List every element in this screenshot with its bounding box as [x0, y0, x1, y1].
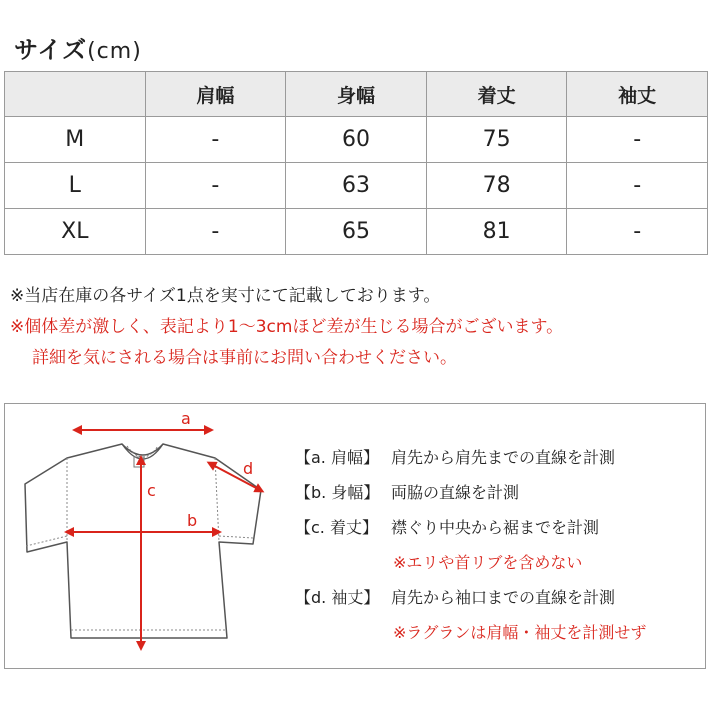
length-cell: 75 — [426, 117, 567, 163]
shoulder-cell: - — [145, 117, 286, 163]
size-cell: M — [5, 117, 146, 163]
note-line-1: ※当店在庫の各サイズ1点を実寸にて記載しております。 — [10, 286, 441, 306]
label-c: c — [147, 481, 156, 500]
length-cell: 78 — [426, 163, 567, 209]
legend-d-sub: ※ラグランは肩幅・袖丈を計測せず — [393, 623, 647, 642]
legend-a-key: 【a. 肩幅】 — [295, 448, 379, 467]
shoulder-cell: - — [145, 163, 286, 209]
legend-a-text: 肩先から肩先までの直線を計測 — [391, 448, 616, 467]
table-row — [5, 117, 708, 163]
table-row — [5, 209, 708, 255]
legend-d-key: 【d. 袖丈】 — [295, 588, 380, 607]
legend — [295, 440, 646, 650]
table-row — [5, 163, 708, 209]
sleeve-cell: - — [567, 209, 708, 255]
tshirt-outline — [25, 444, 261, 638]
title-main: サイズ — [14, 36, 88, 64]
notes — [10, 281, 563, 374]
size-table — [4, 71, 708, 255]
label-d: d — [243, 459, 254, 478]
legend-d-text: 肩先から袖口までの直線を計測 — [391, 588, 616, 607]
legend-c-key: 【c. 着丈】 — [295, 518, 378, 537]
sleeve-cell: - — [567, 163, 708, 209]
header-cell-width: 身幅 — [286, 72, 427, 117]
size-cell: XL — [5, 209, 146, 255]
legend-c-text: 襟ぐり中央から裾までを計測 — [391, 518, 600, 537]
title-unit: (cm) — [87, 39, 142, 64]
legend-b-text: 両脇の直線を計測 — [391, 483, 520, 502]
width-cell: 65 — [286, 209, 427, 255]
size-cell: L — [5, 163, 146, 209]
page-title — [14, 30, 142, 65]
legend-b — [295, 475, 646, 510]
sleeve-cell: - — [567, 117, 708, 163]
width-cell: 60 — [286, 117, 427, 163]
legend-c-sub: ※エリや首リブを含めない — [393, 553, 583, 572]
legend-d — [295, 580, 646, 615]
width-cell: 63 — [286, 163, 427, 209]
header-cell-sleeve: 袖丈 — [567, 72, 708, 117]
note-line-3: 詳細を気にされる場合は事前にお問い合わせください。 — [32, 348, 457, 368]
table-header-row — [5, 72, 708, 117]
header-cell-length: 着丈 — [426, 72, 567, 117]
header-cell-shoulder: 肩幅 — [145, 72, 286, 117]
length-cell: 81 — [426, 209, 567, 255]
legend-b-key: 【b. 身幅】 — [295, 483, 380, 502]
shoulder-cell: - — [145, 209, 286, 255]
measurement-diagram — [4, 403, 706, 669]
label-a: a — [181, 409, 191, 428]
label-b: b — [187, 511, 198, 530]
header-cell-corner — [5, 72, 146, 117]
legend-a — [295, 440, 646, 475]
note-line-2: ※個体差が激しく、表記より1〜3cmほど差が生じる場合がございます。 — [10, 317, 564, 337]
legend-c — [295, 510, 646, 545]
